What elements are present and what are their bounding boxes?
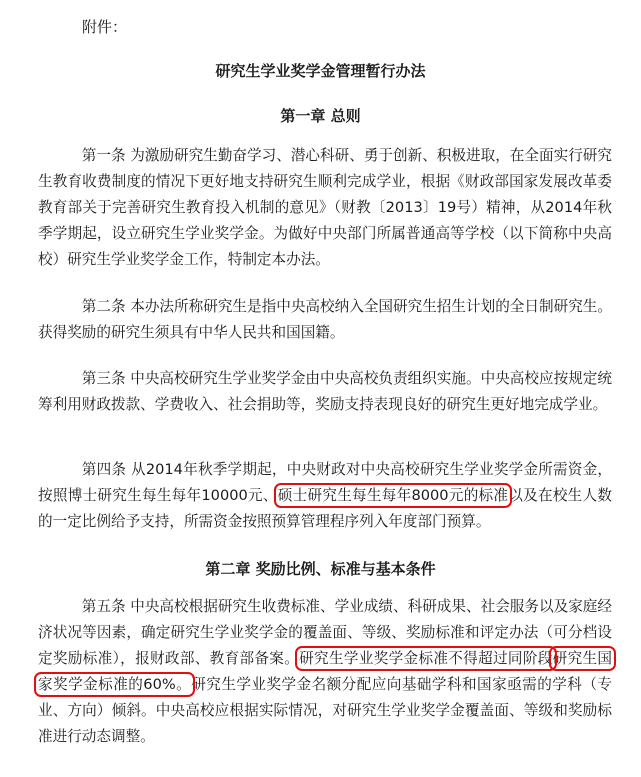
chapter-2-heading: 第二章 奖励比例、标准与基本条件 — [205, 560, 436, 578]
article-5-text-before: 第五条 中央高校根据研究生收费标准、学业成绩、科研成果、社会服务以及家庭经济状况等因素，确定研究生学业奖学金的覆盖面、等级、奖励标准和评定办法（可分档设定奖励标准），报财政部、教育部备案。 — [38, 598, 612, 667]
article-2: 第二条 本办法所称研究生是指中央高校纳入全国研究生招生计划的全日制研究生。获得奖励的研究生须具有中华人民共和国国籍。 — [38, 298, 612, 341]
highlight-standard-limit: 研究生学业奖学金标准不得超过同阶段 — [299, 650, 553, 667]
article-1: 第一条 为激励研究生勤奋学习、潜心科研、勇于创新、积极进取，在全面实行研究生教育收费制度的情况下更好地支持研究生顺利完成学业，根据《财政部国家发展改革委教育部关于完善研究生教育投入机制的意见》（财教〔2013〕19号）精神，从2014年秋季学期起，设立研究生学业奖学金。为做好中央部门所属普通高等学校（以下简称中央高校）研究生学业奖学金工作，特制定本办法。 — [38, 147, 612, 268]
article-5-text-after: 研究生学业奖学金名额分配应向基础学科和国家亟需的学科（专业、方向）倾斜。中央高校应根据实际情况，对研究生学业奖学金覆盖面、等级和奖励标准进行动态调整。 — [38, 676, 612, 745]
attachment-label: 附件： — [82, 18, 128, 36]
document-title: 研究生学业奖学金管理暂行办法 — [215, 62, 426, 80]
chapter-1-heading: 第一章 总则 — [280, 107, 361, 125]
highlight-national-percent: 研究生国家奖学金标准的60%。 — [38, 650, 612, 693]
highlight-masters-standard: 硕士研究生每生每年8000元的标准 — [277, 487, 509, 504]
article-4-text-after: 以及在校生人数的一定比例给予支持，所需资金按照预算管理程序列入年度部门预算。 — [38, 487, 612, 530]
article-4-text-before: 第四条 从2014年秋季学期起，中央财政对中央高校研究生学业奖学金所需资金，按照博士研究生每生每年10000元、 — [38, 461, 612, 504]
article-3: 第三条 中央高校研究生学业奖学金由中央高校负责组织实施。中央高校应按规定统筹利用财政拨款、学费收入、社会捐助等，奖励支持表现良好的研究生更好地完成学业。 — [38, 370, 612, 413]
article-5 — [38, 594, 612, 750]
article-4 — [38, 457, 612, 535]
